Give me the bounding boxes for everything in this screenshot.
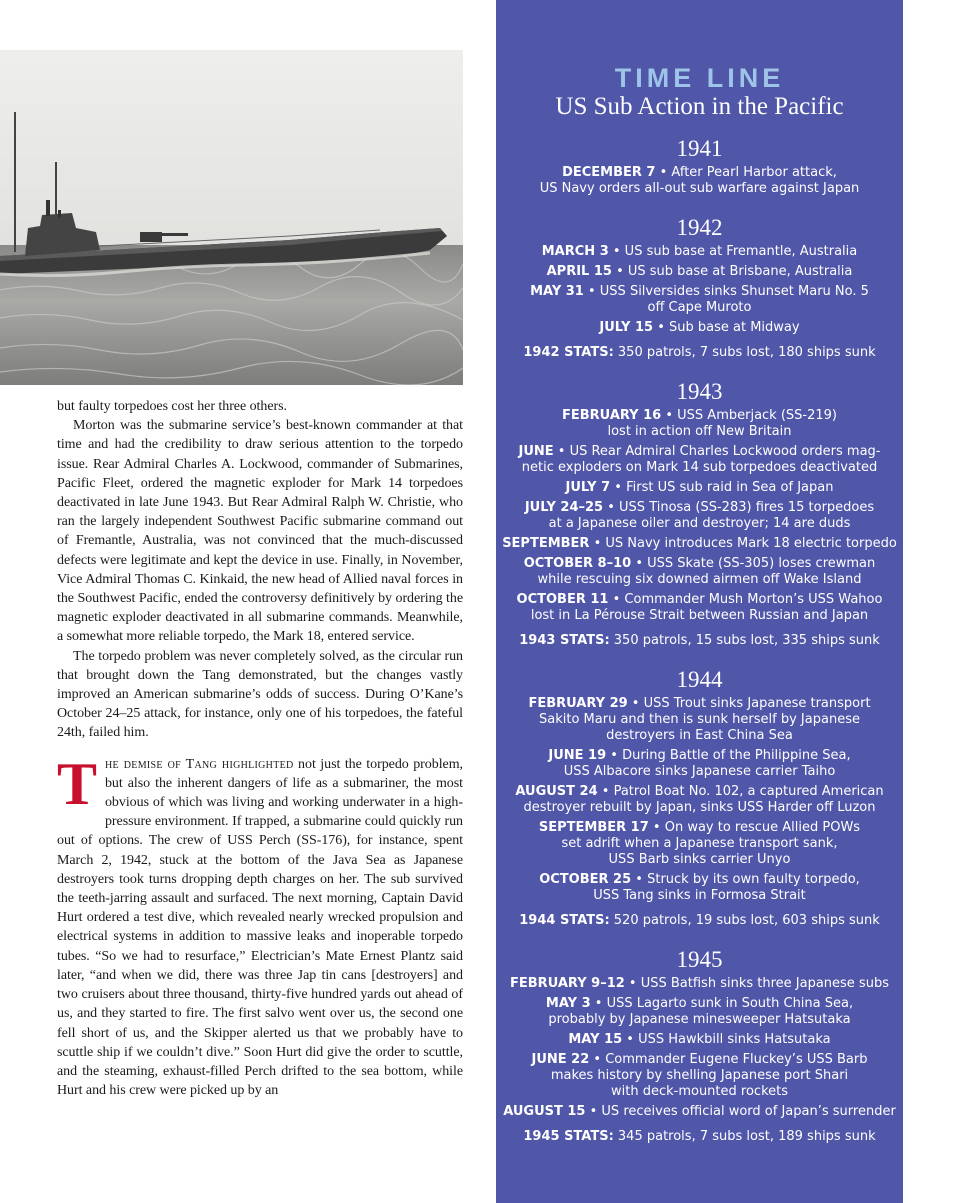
timeline-entry [502,244,897,260]
timeline-entry-date: MAY 31 [530,284,584,299]
timeline-stats-1942: 1942 STATS: 350 patrols, 7 subs lost, 180 ships sunk [523,345,876,360]
timeline-entry-line: USS Tang sinks in Formosa Strait [593,888,806,903]
timeline-stats-1945: 1945 STATS: 345 patrols, 7 subs lost, 189 ships sunk [523,1129,876,1144]
timeline-stats-label: 1945 STATS: [523,1129,614,1144]
timeline-entry-line: makes history by shelling Japanese port Shari [550,1068,849,1083]
timeline-entry [502,696,897,744]
timeline-stats-label: 1943 STATS: [519,633,610,648]
timeline-entry-date: MAY 3 [545,996,591,1011]
timeline-entry-date: OCTOBER 25 [539,872,632,887]
timeline-entry-line: lost in action off New Britain [607,424,792,439]
timeline-entry-date: JULY 7 [565,480,611,495]
body-paragraph-2 [57,416,463,646]
timeline-entry [502,556,897,588]
timeline-entry-line: MARCH 3 • US sub base at Fremantle, Australia [541,244,858,259]
timeline-entry-line: OCTOBER 11 • Commander Mush Morton’s USS Wahoo [516,592,883,607]
timeline-entry-line: US Navy orders all-out sub warfare against Japan [539,181,860,196]
timeline-stats-label: 1942 STATS: [523,345,614,360]
timeline-entries-1942 [496,244,903,336]
timeline-subheading: US Sub Action in the Pacific [555,93,844,120]
timeline-entry [502,480,897,496]
timeline-entry [502,500,897,532]
timeline-entry-line: DECEMBER 7 • After Pearl Harbor attack, [562,165,837,180]
timeline-entry [502,820,897,868]
timeline-entry [502,408,897,440]
timeline-entry [502,872,897,904]
section-opening [57,750,463,1101]
timeline-entry-line: JUNE • US Rear Admiral Charles Lockwood orders mag- [518,444,881,459]
timeline-entry [502,1104,897,1120]
timeline-entry-line: OCTOBER 8–10 • USS Skate (SS-305) loses crewman [523,556,876,571]
timeline-entry-line: USS Albacore sinks Japanese carrier Taiho [563,764,836,779]
article-body [57,397,463,1100]
timeline-entry-line: APRIL 15 • US sub base at Brisbane, Australia [546,264,853,279]
timeline-entry-line: with deck-mounted rockets [611,1084,788,1099]
timeline-entry-line: JULY 7 • First US sub raid in Sea of Japan [565,480,834,495]
timeline-entry-line: FEBRUARY 16 • USS Amberjack (SS-219) [561,408,837,423]
timeline-entry-line: destroyers in East China Sea [606,728,793,743]
timeline-entry-date: MAY 15 [568,1032,623,1047]
timeline-entry [502,264,897,280]
timeline-entry-date: JUNE 22 [531,1052,590,1067]
timeline-entry-date: APRIL 15 [546,264,612,279]
timeline-entry-date: FEBRUARY 9–12 [510,976,625,991]
timeline-entry-date: DECEMBER 7 [562,165,656,180]
timeline-entry-line: FEBRUARY 9–12 • USS Batfish sinks three Japanese subs [510,976,889,991]
timeline-entries-1943 [496,408,903,624]
timeline-entry-line: lost in La Pérouse Strait between Russian and Japan [530,608,869,623]
timeline-entry [502,1032,897,1048]
timeline-entry-line: USS Barb sinks carrier Unyo [608,852,791,867]
body-paragraph-4 [57,750,463,1101]
timeline-entry [502,748,897,780]
timeline-entry-date: JUNE [518,444,554,459]
timeline-entries-1941 [496,165,903,197]
timeline-entry-line: Sakito Maru and then is sunk herself by Japanese [539,712,860,727]
body-paragraph-1: but faulty torpedoes cost her three others. [57,399,287,414]
timeline-entry-line: MAY 15 • USS Hawkbill sinks Hatsutaka [568,1032,831,1047]
timeline-entry-line: JUNE 22 • Commander Eugene Fluckey’s USS Barb [531,1052,868,1067]
timeline-entry-date: SEPTEMBER 17 [538,820,649,835]
timeline-year-1941: 1941 [676,136,723,161]
timeline-entries-1944 [496,696,903,904]
timeline-entry [502,784,897,816]
timeline-heading: TIME LINE [614,63,785,93]
timeline-entry-date: AUGUST 15 [503,1104,586,1119]
timeline-years [496,136,903,1145]
timeline-stats-label: 1944 STATS: [519,913,610,928]
timeline-entry-line: JULY 24–25 • USS Tinosa (SS-283) fires 15 torpedoes [524,500,875,515]
submarine-photo [0,50,463,385]
timeline-entry-line: AUGUST 15 • US receives official word of Japan’s surrender [503,1104,896,1119]
drop-cap: T [57,750,97,817]
timeline-entry-date: AUGUST 24 [515,784,598,799]
timeline-entry [502,444,897,476]
timeline-entry-line: JUNE 19 • During Battle of the Philippine Sea, [548,748,851,763]
timeline-entry-line: while rescuing six downed airmen off Wake Island [537,572,862,587]
body-paragraph-4-text: not just the torpedo problem, but also the inherent dangers of life as a submariner, the most obvious of which was living and working underwater in a high-pressure environment. If trapped, a submarine could quickly run out of options. The crew of USS Perch (SS-176), for instance, spent March 2, 1942, stuck at the bottom of the Java Sea as Japanese destroyers took turns dropping depth charges on her. The sub survived the teeth-jarring assault and surfaced. The next morning, Captain David Hurt ordered a test dive, which revealed nearly wrecked propulsion and electrical systems in addition to massive leaks and inoperable torpedo tubes. “So we had to resurface,” Electrician’s Mate Ernest Plantz said later, “and when we did, there was three Jap tin cans [destroyers] and two cruisers about three thousand, thirty-five hundred yards out ahead of us, and they started to fire. The first salvo went over us, the second one fell short of us, and the Skipper alerted us that we probably have to scuttle ship if we couldn’t dive.” Soon Hurt did give the order to scuttle, and the steaming, exhaust-filled Perch drifted to the sea bottom, while Hurt and his crew were picked up by an [57,756,463,1099]
timeline-entry-line: SEPTEMBER • US Navy introduces Mark 18 electric torpedo [502,536,897,551]
body-paragraph-2-text: Morton was the submarine service’s best-known commander at that time and had the credibility to draw serious attention to the torpedo issue. Rear Admiral Charles A. Lockwood, commander of Submarines, Pacific Fleet, ordered the magnetic exploder for Mark 14 torpedoes deactivated in late June 1943. But Rear Admiral Ralph W. Christie, who ran the largely independent Southwest Pacific submarine command out of Fremantle, Australia, was not convinced that the much-discussed defects were legitimate and kept the device in use. Finally, in November, Vice Admiral Thomas C. Kinkaid, the new head of Allied naval forces in the Southwest Pacific, ended the controversy definitively by ordering the magnetic exploder deactivated in all submarine commands. Meanwhile, a somewhat more reliable torpedo, the Mark 18, entered service. [57,418,463,645]
timeline-entry [502,165,897,197]
timeline-year-1943: 1943 [676,379,723,404]
timeline-sidebar [496,0,903,1203]
timeline-entry-date: JULY 15 [599,320,654,335]
timeline-year-1942: 1942 [676,215,723,240]
timeline-entry [502,284,897,316]
timeline-entry-date: MARCH 3 [541,244,609,259]
timeline-entry [502,592,897,624]
timeline-entry-line: set adrift when a Japanese transport sank, [561,836,838,851]
timeline-entry-date: FEBRUARY 29 [528,696,628,711]
timeline-year-1944: 1944 [676,667,723,692]
timeline-entry-line: MAY 31 • USS Silversides sinks Shunset Maru No. 5 [530,284,869,299]
timeline-entry-line: AUGUST 24 • Patrol Boat No. 102, a captured American [515,784,884,799]
timeline-entry [502,1052,897,1100]
timeline-entry [502,996,897,1028]
timeline-entry [502,320,897,336]
timeline-entry-date: OCTOBER 8–10 [523,556,632,571]
timeline-entry-line: JULY 15 • Sub base at Midway [599,320,800,335]
timeline-entry-line: off Cape Muroto [647,300,752,315]
timeline-entry-line: probably by Japanese minesweeper Hatsutaka [548,1012,851,1027]
timeline-year-1945: 1945 [676,947,723,972]
timeline-entry-line: MAY 3 • USS Lagarto sunk in South China Sea, [545,996,854,1011]
timeline-stats-1944: 1944 STATS: 520 patrols, 19 subs lost, 603 ships sunk [519,913,880,928]
timeline-entries-1945 [496,976,903,1120]
timeline-entry-date: OCTOBER 11 [516,592,609,607]
timeline-entry-date: JULY 24–25 [524,500,604,515]
timeline-entry-date: JUNE 19 [548,748,607,763]
timeline-entry-line: netic exploders on Mark 14 sub torpedoes deactivated [521,460,878,475]
body-paragraph-3-text: The torpedo problem was never completely solved, as the circular run that brought down the Tang demonstrated, but the changes vastly improved an American submarine’s odds of success. During O’Kane’s October 24–25 attack, for instance, only one of his torpedoes, the fateful 24th, failed him. [57,648,463,741]
timeline-entry-line: destroyer rebuilt by Japan, sinks USS Harder off Luzon [523,800,876,815]
timeline-entry-line: OCTOBER 25 • Struck by its own faulty torpedo, [539,872,860,887]
timeline-entry-line: FEBRUARY 29 • USS Trout sinks Japanese transport [528,696,871,711]
timeline-entry-line: at a Japanese oiler and destroyer; 14 are duds [548,516,851,531]
timeline-entry [502,976,897,992]
timeline-entry [502,536,897,552]
timeline-entry-date: SEPTEMBER [502,536,590,551]
body-paragraph-3 [57,647,463,743]
timeline-stats-1943: 1943 STATS: 350 patrols, 15 subs lost, 335 ships sunk [519,633,880,648]
lead-in-smallcaps: he demise of Tang highlighted [104,756,294,772]
timeline-entry-line: SEPTEMBER 17 • On way to rescue Allied POWs [538,820,861,835]
timeline-entry-date: FEBRUARY 16 [561,408,662,423]
